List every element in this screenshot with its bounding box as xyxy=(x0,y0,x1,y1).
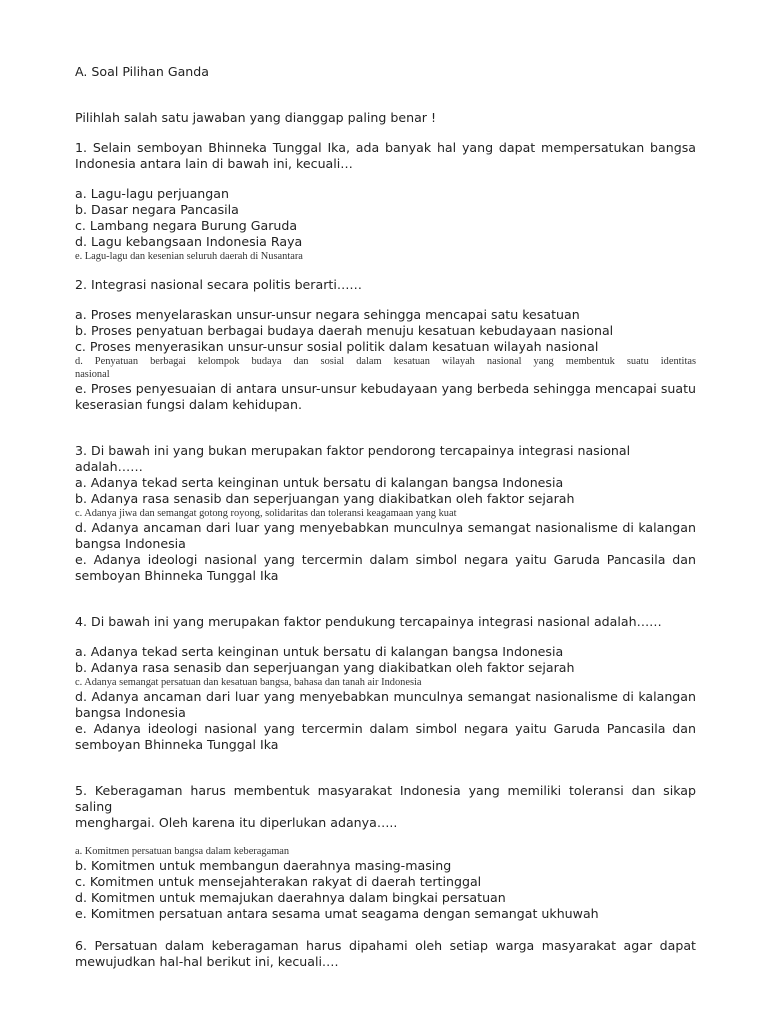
question-1 xyxy=(75,140,696,263)
question-text: menghargai. Oleh karena itu diperlukan adanya….. xyxy=(75,815,398,830)
instruction: Pilihlah salah satu jawaban yang dianggap paling benar ! xyxy=(75,110,437,125)
document-page xyxy=(75,64,696,970)
question-4 xyxy=(75,614,696,753)
question-text: 2. Integrasi nasional secara politis berarti…… xyxy=(75,277,363,292)
option-b: b. Proses penyatuan berbagai budaya daerah menuju kesatuan kebudayaan nasional xyxy=(75,323,614,338)
option-d: d. Adanya ancaman dari luar yang menyebabkan munculnya semangat nasionalisme di kalangan xyxy=(75,520,696,535)
option-a: a. Adanya tekad serta keinginan untuk bersatu di kalangan bangsa Indonesia xyxy=(75,644,564,659)
option-e-cont: semboyan Bhinneka Tunggal Ika xyxy=(75,737,279,752)
question-text: mewujudkan hal-hal berikut ini, kecuali…. xyxy=(75,954,339,969)
question-text: 4. Di bawah ini yang merupakan faktor pendukung tercapainya integrasi nasional adalah…… xyxy=(75,614,662,629)
option-a: a. Proses menyelaraskan unsur-unsur negara sehingga mencapai satu kesatuan xyxy=(75,307,580,322)
option-e-cont: keserasian fungsi dalam kehidupan. xyxy=(75,397,302,412)
option-d-cont: nasional xyxy=(75,369,110,380)
option-d: d. Adanya ancaman dari luar yang menyebabkan munculnya semangat nasionalisme di kalangan xyxy=(75,689,696,704)
option-c: c. Adanya semangat persatuan dan kesatuan bangsa, bahasa dan tanah air Indonesia xyxy=(75,677,422,688)
question-text: 6. Persatuan dalam keberagaman harus dipahami oleh setiap warga masyarakat agar dapat xyxy=(75,938,696,953)
question-text: 5. Keberagaman harus membentuk masyarakat Indonesia yang memiliki toleransi dan sikap saling xyxy=(75,783,696,814)
option-e: e. Proses penyesuaian di antara unsur-unsur kebudayaan yang berbeda sehingga mencapai suatu xyxy=(75,381,696,396)
question-text: 3. Di bawah ini yang bukan merupakan faktor pendorong tercapainya integrasi nasional adalah…… xyxy=(75,443,631,474)
option-e-cont: semboyan Bhinneka Tunggal Ika xyxy=(75,568,279,583)
question-text: Indonesia antara lain di bawah ini, kecuali… xyxy=(75,156,353,171)
option-e: e. Adanya ideologi nasional yang tercermin dalam simbol negara yaitu Garuda Pancasila dan xyxy=(75,552,696,567)
question-6 xyxy=(75,938,696,970)
option-d-cont: bangsa Indonesia xyxy=(75,705,186,720)
option-a: a. Adanya tekad serta keinginan untuk bersatu di kalangan bangsa Indonesia xyxy=(75,475,564,490)
question-text: 1. Selain semboyan Bhinneka Tunggal Ika, ada banyak hal yang dapat mempersatukan bangsa xyxy=(75,140,696,155)
option-d: d. Penyatuan berbagai kelompok budaya dan sosial dalam kesatuan wilayah nasional yang membentuk suatu identitas xyxy=(75,356,696,367)
option-b: b. Dasar negara Pancasila xyxy=(75,202,239,217)
option-e: e. Lagu-lagu dan kesenian seluruh daerah di Nusantara xyxy=(75,251,303,262)
option-d-cont: bangsa Indonesia xyxy=(75,536,186,551)
option-b: b. Komitmen untuk membangun daerahnya masing-masing xyxy=(75,858,452,873)
option-c: c. Proses menyerasikan unsur-unsur sosial politik dalam kesatuan wilayah nasional xyxy=(75,339,599,354)
option-b: b. Adanya rasa senasib dan seperjuangan yang diakibatkan oleh faktor sejarah xyxy=(75,660,575,675)
option-c: c. Komitmen untuk mensejahterakan rakyat di daerah tertinggal xyxy=(75,874,482,889)
option-a: a. Komitmen persatuan bangsa dalam keberagaman xyxy=(75,846,290,857)
option-b: b. Adanya rasa senasib dan seperjuangan yang diakibatkan oleh faktor sejarah xyxy=(75,491,575,506)
section-title: A. Soal Pilihan Ganda xyxy=(75,64,209,79)
question-2 xyxy=(75,277,696,413)
option-e: e. Adanya ideologi nasional yang tercermin dalam simbol negara yaitu Garuda Pancasila dan xyxy=(75,721,696,736)
option-c: c. Lambang negara Burung Garuda xyxy=(75,218,298,233)
option-e: e. Komitmen persatuan antara sesama umat seagama dengan semangat ukhuwah xyxy=(75,906,599,921)
option-d: d. Komitmen untuk memajukan daerahnya dalam bingkai persatuan xyxy=(75,890,506,905)
question-3 xyxy=(75,443,696,584)
question-5 xyxy=(75,783,696,922)
option-c: c. Adanya jiwa dan semangat gotong royong, solidaritas dan toleransi keagamaan yang kuat xyxy=(75,508,457,519)
option-a: a. Lagu-lagu perjuangan xyxy=(75,186,229,201)
option-d: d. Lagu kebangsaan Indonesia Raya xyxy=(75,234,303,249)
